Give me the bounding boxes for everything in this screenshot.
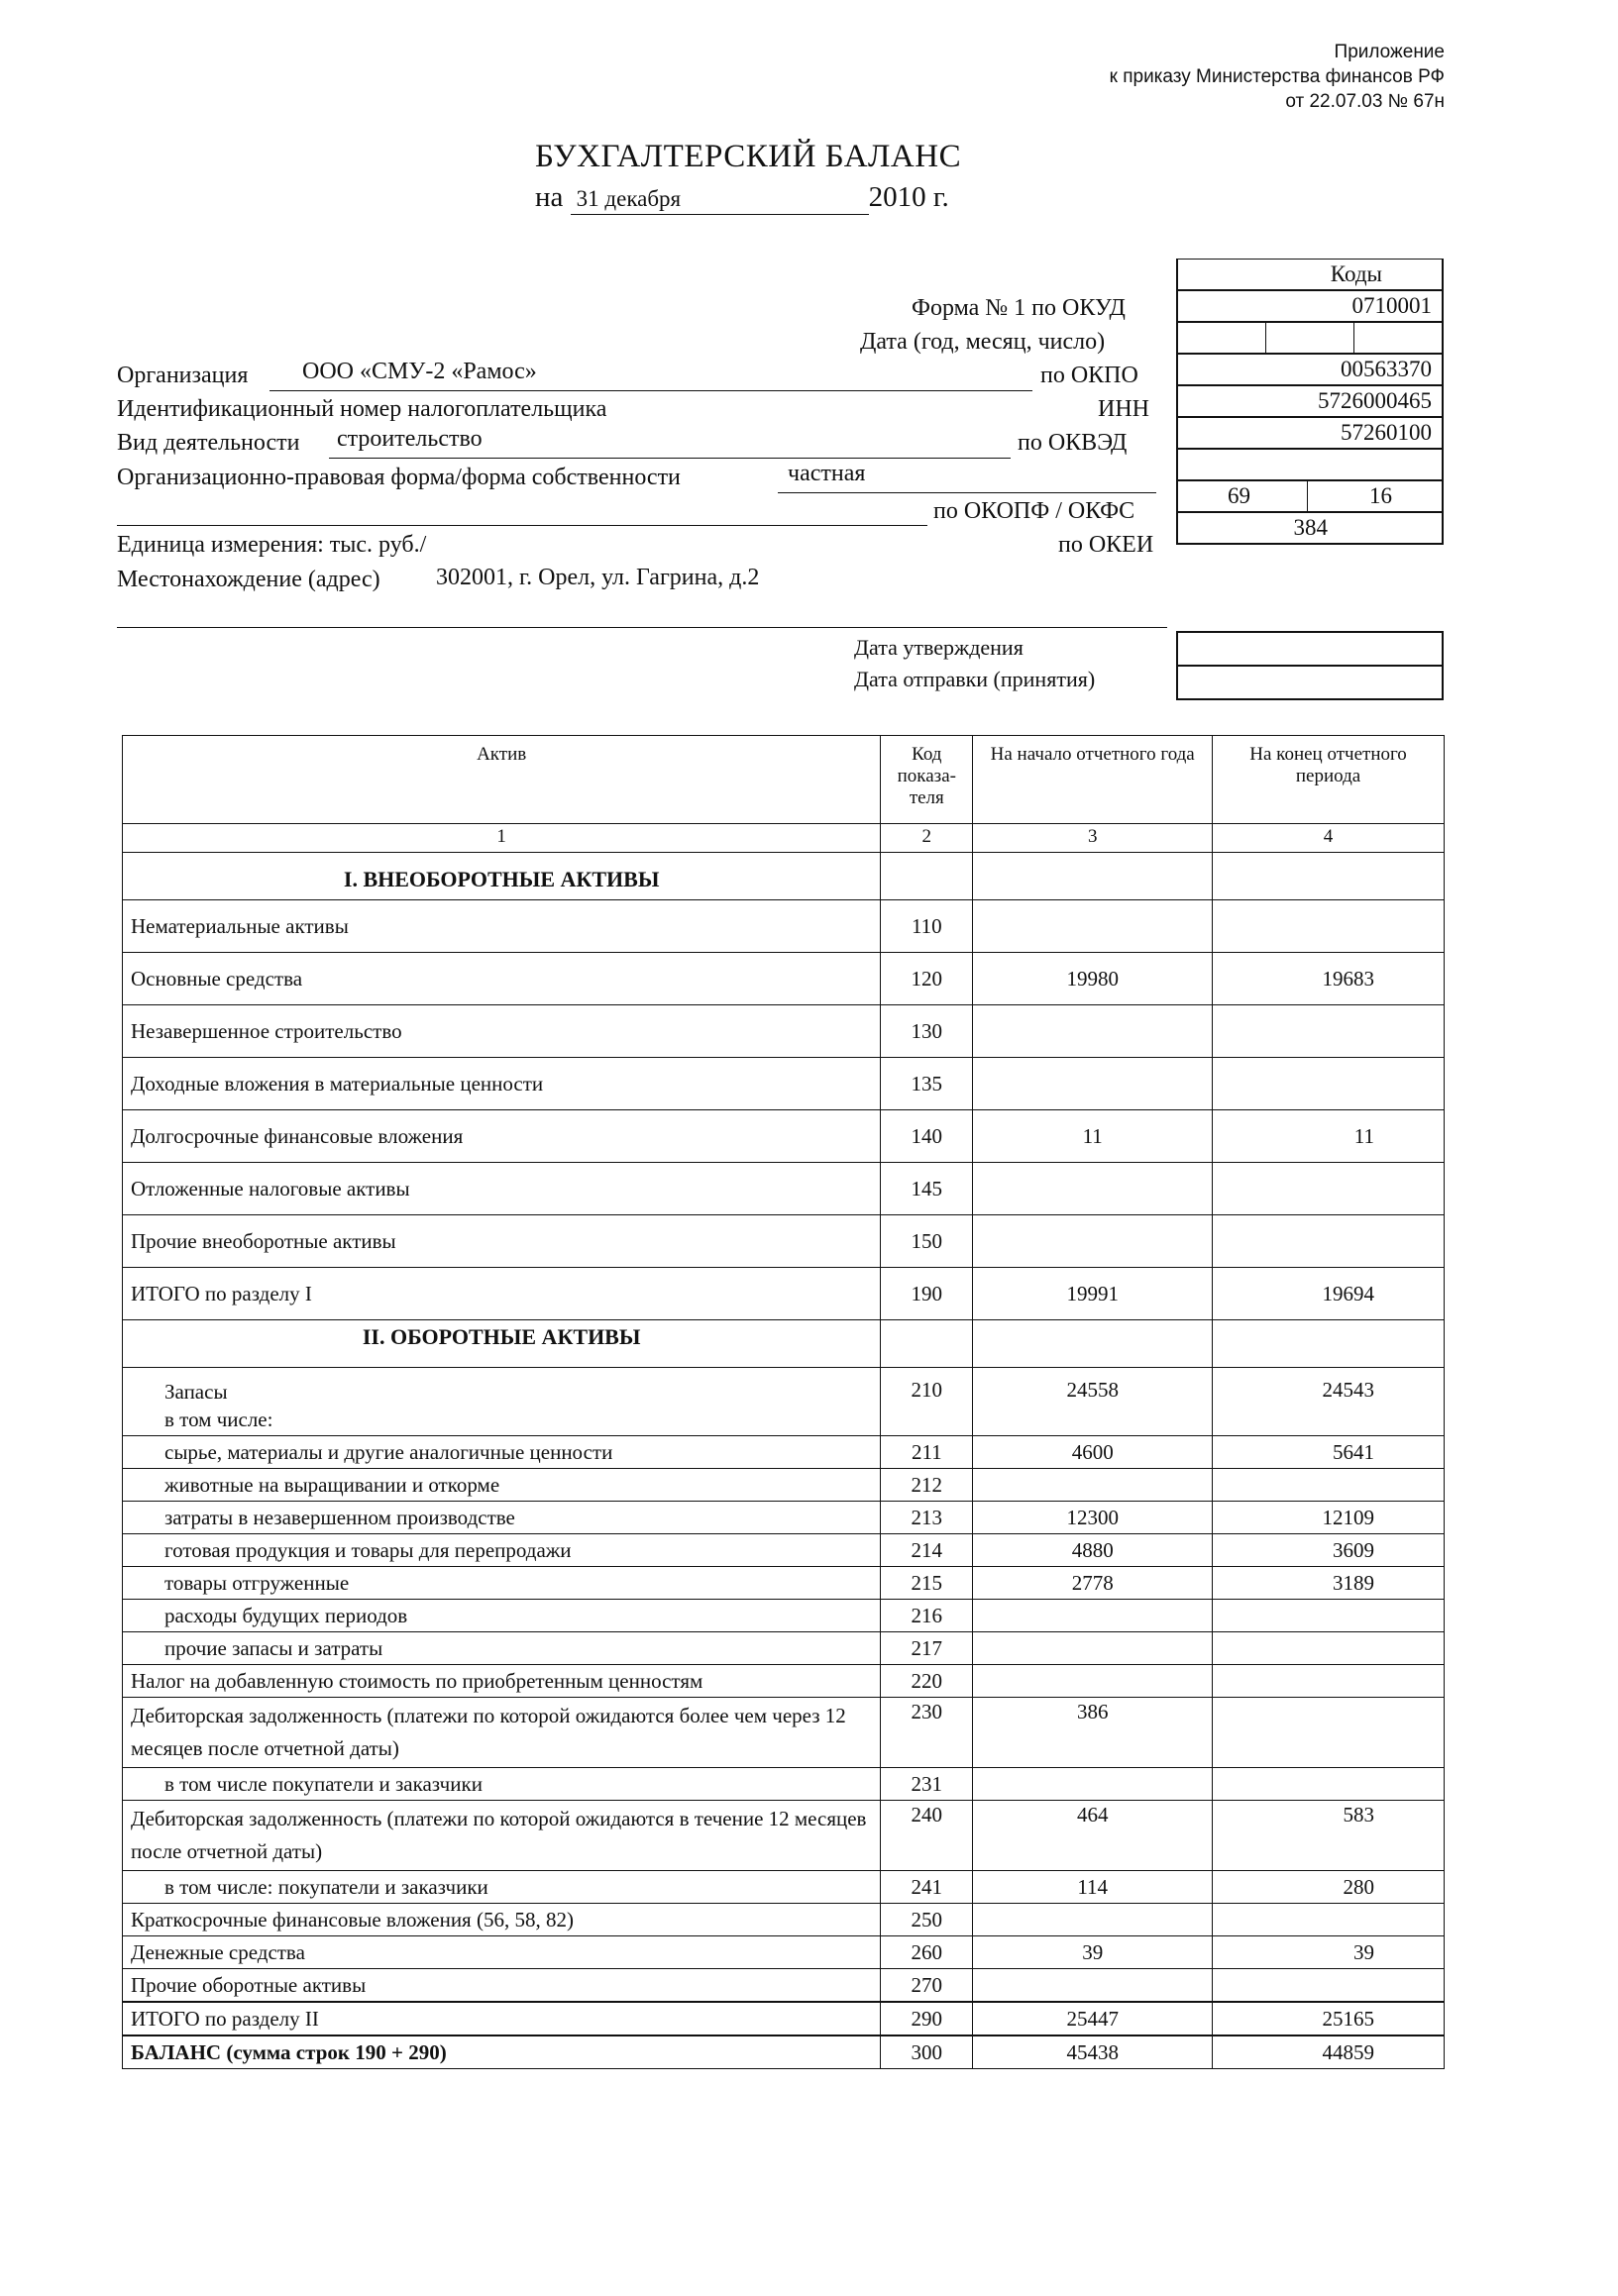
unit-label: Единица измерения: тыс. руб./ (117, 532, 427, 558)
inventory-subtitle: в том числе: (164, 1408, 273, 1431)
header-start: На начало отчетного года (973, 736, 1213, 824)
row-name: затраты в незавершенном производстве (123, 1502, 881, 1534)
row-start (973, 1768, 1213, 1801)
row-code: 211 (881, 1436, 973, 1469)
date-day-month: 31 декабря (571, 184, 869, 215)
row-start: 25447 (973, 2002, 1213, 2035)
row-name: Налог на добавленную стоимость по приобретенным ценностям (123, 1665, 881, 1698)
row-name: Нематериальные активы (123, 900, 881, 953)
row-end (1213, 1969, 1445, 2003)
row-start: 464 (973, 1801, 1213, 1871)
row-end: 19694 (1213, 1268, 1445, 1320)
row-name: Краткосрочные финансовые вложения (56, 58, 82) (123, 1904, 881, 1936)
okved-label: по ОКВЭД (1018, 430, 1128, 456)
table-row (123, 1871, 1445, 1904)
row-code: 215 (881, 1567, 973, 1600)
row-code: 110 (881, 900, 973, 953)
row-end: 3609 (1213, 1534, 1445, 1567)
header-asset: Актив (123, 736, 881, 824)
row-code: 150 (881, 1215, 973, 1268)
row-name: расходы будущих периодов (123, 1600, 881, 1632)
row-code: 120 (881, 953, 973, 1005)
row-start: 12300 (973, 1502, 1213, 1534)
row-name: Отложенные налоговые активы (123, 1163, 881, 1215)
section-2-title: II. ОБОРОТНЫЕ АКТИВЫ (123, 1320, 881, 1368)
approve-label: Дата утверждения (854, 635, 1024, 660)
row-name: в том числе покупатели и заказчики (123, 1768, 881, 1801)
row-name: Дебиторская задолженность (платежи по которой ожидаются более чем через 12 месяцев после отчетной даты) (123, 1698, 881, 1768)
date-label: Дата (год, месяц, число) (860, 329, 1106, 355)
annex-line-1: Приложение (1334, 42, 1445, 62)
ownership-value: частная (788, 461, 866, 486)
row-start: 2778 (973, 1567, 1213, 1600)
dates-box (1176, 631, 1444, 700)
column-numbers-row (123, 824, 1445, 853)
codes-header: Коды (1177, 260, 1443, 291)
okfs-code: 16 (1369, 483, 1392, 508)
table-row (123, 900, 1445, 953)
row-end (1213, 1163, 1445, 1215)
row-end: 19683 (1213, 953, 1445, 1005)
section-1-title: I. ВНЕОБОРОТНЫЕ АКТИВЫ (123, 853, 881, 900)
table-row (123, 1163, 1445, 1215)
section-2-row (123, 1320, 1445, 1368)
date-prefix: на (535, 181, 564, 213)
org-value: ООО «СМУ-2 «Рамос» (302, 359, 537, 384)
row-code: 290 (881, 2002, 973, 2035)
row-start: 11 (973, 1110, 1213, 1163)
row-name: ИТОГО по разделу II (123, 2002, 881, 2035)
col-number-3: 3 (973, 824, 1213, 853)
row-code: 230 (881, 1698, 973, 1768)
table-row (123, 1801, 1445, 1871)
row-end (1213, 900, 1445, 953)
blank-code-row (1177, 449, 1443, 480)
table-row (123, 1936, 1445, 1969)
inventory-name (123, 1368, 881, 1436)
codes-table (1176, 259, 1444, 545)
row-name: БАЛАНС (сумма строк 190 + 290) (123, 2035, 881, 2069)
row-end (1213, 1904, 1445, 1936)
table-row (123, 1904, 1445, 1936)
ownership-underline-2 (117, 525, 927, 526)
row-start: 4880 (973, 1534, 1213, 1567)
row-name: Основные средства (123, 953, 881, 1005)
table-row (123, 1502, 1445, 1534)
ownership-label: Организационно-правовая форма/форма собственности (117, 465, 681, 490)
table-row (123, 1768, 1445, 1801)
row-end (1213, 1215, 1445, 1268)
row-start: 19980 (973, 953, 1213, 1005)
row-end (1213, 1665, 1445, 1698)
address-underline (117, 627, 1167, 628)
row-code: 140 (881, 1110, 973, 1163)
row-end (1213, 1698, 1445, 1768)
row-name: Доходные вложения в материальные ценности (123, 1058, 881, 1110)
row-end: 44859 (1213, 2035, 1445, 2069)
row-end: 39 (1213, 1936, 1445, 1969)
okud-code: 0710001 (1177, 290, 1443, 322)
row-end: 583 (1213, 1801, 1445, 1871)
balance-table (122, 735, 1445, 2069)
table-row (123, 1469, 1445, 1502)
row-start (973, 1904, 1213, 1936)
row-start (973, 1600, 1213, 1632)
row-code: 213 (881, 1502, 973, 1534)
table-row (123, 1436, 1445, 1469)
row-code: 241 (881, 1871, 973, 1904)
table-row (123, 1969, 1445, 2003)
okei-label: по ОКЕИ (1058, 532, 1154, 558)
row-start (973, 1469, 1213, 1502)
table-row (123, 1215, 1445, 1268)
date-code (1177, 322, 1443, 354)
row-start (973, 1632, 1213, 1665)
activity-value: строительство (337, 426, 483, 452)
row-code: 250 (881, 1904, 973, 1936)
col-number-4: 4 (1213, 824, 1445, 853)
row-start: 114 (973, 1871, 1213, 1904)
okei-code: 384 (1177, 512, 1443, 544)
address-value: 302001, г. Орел, ул. Гагрина, д.2 (436, 565, 760, 590)
org-underline (270, 390, 1032, 391)
row-start (973, 1969, 1213, 2003)
row-name: животные на выращивании и откорме (123, 1469, 881, 1502)
table-row (123, 1665, 1445, 1698)
col-number-1: 1 (123, 824, 881, 853)
annex-line-2: к приказу Министерства финансов РФ (1109, 66, 1445, 87)
document-title: БУХГАЛТЕРСКИЙ БАЛАНС (535, 139, 962, 174)
okopf-okfs-code (1177, 480, 1443, 512)
row-code: 240 (881, 1801, 973, 1871)
date-year: 2010 г. (868, 181, 949, 213)
inn-code-label: ИНН (1098, 396, 1149, 422)
row-end: 11 (1213, 1110, 1445, 1163)
address-label: Местонахождение (адрес) (117, 567, 380, 592)
row-end: 24543 (1213, 1368, 1445, 1436)
table-header-row (123, 736, 1445, 824)
okopf-label: по ОКОПФ / ОКФС (933, 498, 1135, 524)
row-start: 19991 (973, 1268, 1213, 1320)
table-row (123, 1005, 1445, 1058)
section-1-row (123, 853, 1445, 900)
row-code: 130 (881, 1005, 973, 1058)
row-code: 145 (881, 1163, 973, 1215)
inventory-title: Запасы (164, 1380, 228, 1404)
table-row (123, 953, 1445, 1005)
form-okud-label: Форма № 1 по ОКУД (912, 295, 1126, 321)
ownership-underline (778, 492, 1156, 493)
total-row (123, 2002, 1445, 2035)
row-start: 24558 (973, 1368, 1213, 1436)
header-code: Код показа-теля (881, 736, 973, 824)
row-end: 12109 (1213, 1502, 1445, 1534)
table-row (123, 1058, 1445, 1110)
header-end: На конец отчетного периода (1213, 736, 1445, 824)
row-code: 214 (881, 1534, 973, 1567)
row-code: 270 (881, 1969, 973, 2003)
table-row (123, 1632, 1445, 1665)
row-end (1213, 1469, 1445, 1502)
row-name: в том числе: покупатели и заказчики (123, 1871, 881, 1904)
row-name: готовая продукция и товары для перепродажи (123, 1534, 881, 1567)
row-name: прочие запасы и затраты (123, 1632, 881, 1665)
row-code: 212 (881, 1469, 973, 1502)
org-label: Организация (117, 363, 249, 388)
row-end: 5641 (1213, 1436, 1445, 1469)
row-code: 300 (881, 2035, 973, 2069)
row-name: Прочие оборотные активы (123, 1969, 881, 2003)
table-row (123, 1567, 1445, 1600)
table-row (123, 1534, 1445, 1567)
row-code: 135 (881, 1058, 973, 1110)
row-start: 45438 (973, 2035, 1213, 2069)
col-number-2: 2 (881, 824, 973, 853)
activity-label: Вид деятельности (117, 430, 300, 456)
approve-date-cell (1177, 632, 1443, 666)
row-code: 190 (881, 1268, 973, 1320)
activity-underline (329, 458, 1011, 459)
row-name: сырье, материалы и другие аналогичные ценности (123, 1436, 881, 1469)
row-start: 386 (973, 1698, 1213, 1768)
inventory-row (123, 1368, 1445, 1436)
row-start (973, 900, 1213, 953)
row-end (1213, 1632, 1445, 1665)
table-row (123, 1600, 1445, 1632)
send-date-cell (1177, 666, 1443, 699)
row-end: 280 (1213, 1871, 1445, 1904)
balance-row (123, 2035, 1445, 2069)
inn-code: 5726000465 (1177, 385, 1443, 417)
inn-label: Идентификационный номер налогоплательщика (117, 396, 607, 422)
row-code: 210 (881, 1368, 973, 1436)
row-end (1213, 1058, 1445, 1110)
row-end (1213, 1768, 1445, 1801)
row-start (973, 1005, 1213, 1058)
table-row (123, 1698, 1445, 1768)
okved-code: 57260100 (1177, 417, 1443, 449)
row-name: Прочие внеоборотные активы (123, 1215, 881, 1268)
row-start (973, 1163, 1213, 1215)
row-end: 25165 (1213, 2002, 1445, 2035)
okpo-label: по ОКПО (1040, 363, 1138, 388)
row-start (973, 1058, 1213, 1110)
row-code: 260 (881, 1936, 973, 1969)
annex-line-3: от 22.07.03 № 67н (1285, 91, 1445, 112)
row-end (1213, 1005, 1445, 1058)
row-name: Дебиторская задолженность (платежи по которой ожидаются в течение 12 месяцев после отчетной даты) (123, 1801, 881, 1871)
row-name: Долгосрочные финансовые вложения (123, 1110, 881, 1163)
row-name: Денежные средства (123, 1936, 881, 1969)
row-name: Незавершенное строительство (123, 1005, 881, 1058)
row-code: 217 (881, 1632, 973, 1665)
okopf-code: 69 (1178, 481, 1308, 511)
total-row (123, 1268, 1445, 1320)
row-start: 4600 (973, 1436, 1213, 1469)
row-name: товары отгруженные (123, 1567, 881, 1600)
row-code: 220 (881, 1665, 973, 1698)
row-start: 39 (973, 1936, 1213, 1969)
row-code: 216 (881, 1600, 973, 1632)
row-end (1213, 1600, 1445, 1632)
row-name: ИТОГО по разделу I (123, 1268, 881, 1320)
report-date (535, 181, 949, 215)
row-code: 231 (881, 1768, 973, 1801)
annex-block (1110, 40, 1445, 114)
row-start (973, 1215, 1213, 1268)
table-row (123, 1110, 1445, 1163)
okpo-code: 00563370 (1177, 354, 1443, 385)
send-label: Дата отправки (принятия) (854, 667, 1096, 691)
row-start (973, 1665, 1213, 1698)
row-end: 3189 (1213, 1567, 1445, 1600)
